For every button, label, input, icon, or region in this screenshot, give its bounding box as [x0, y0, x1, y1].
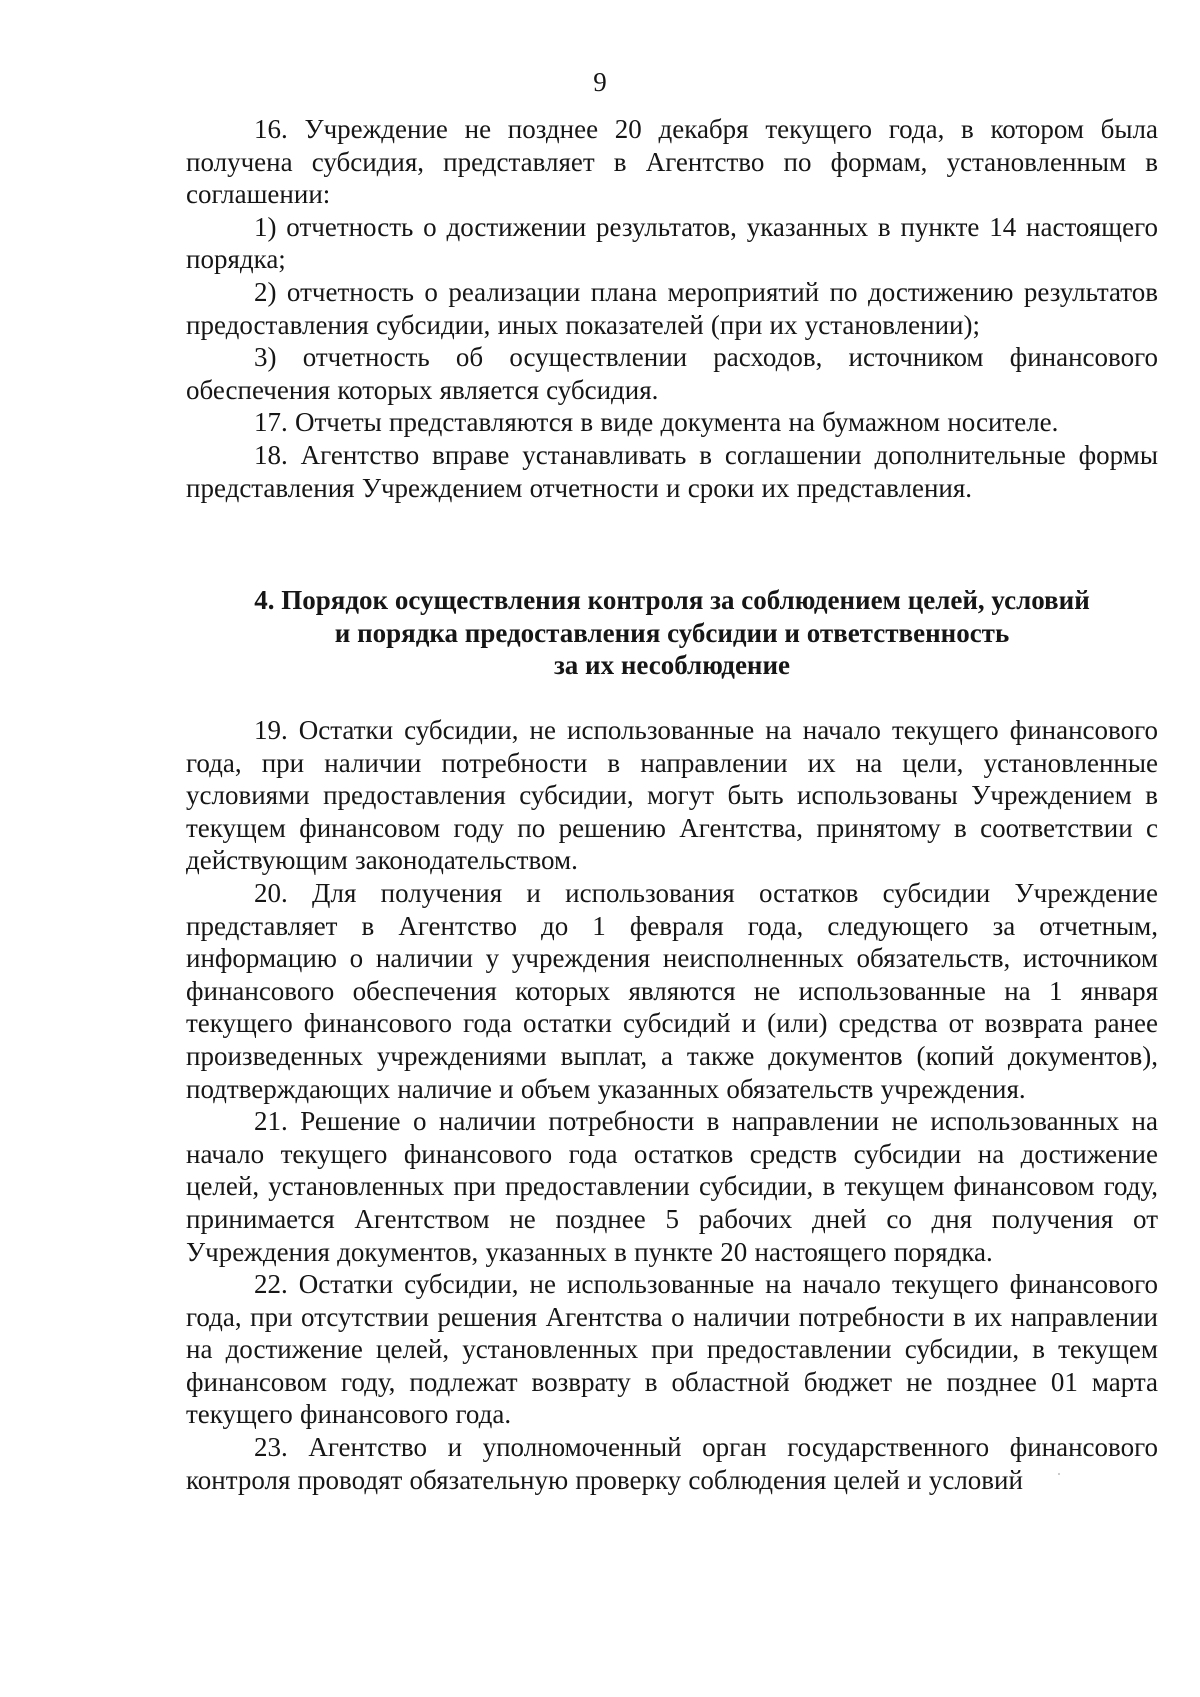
paragraph-16: 16. Учреждение не позднее 20 декабря текущего года, в котором была получена субсидия, представляет в Агентство по формам, установленным в соглашении: [186, 114, 1158, 210]
paragraph-16-item-1: 1) отчетность о достижении результатов, указанных в пункте 14 настоящего порядка; [186, 211, 1158, 275]
section-heading-line-1: 4. Порядок осуществления контроля за соблюдением целей, условий [254, 585, 1090, 615]
paragraph-18: 18. Агентство вправе устанавливать в соглашении дополнительные формы представления Учреждением отчетности и сроки их представления. [186, 439, 1158, 503]
reporting-section-text [186, 113, 1158, 504]
section-heading-line-3: за их несоблюдение [553, 650, 791, 681]
paragraph-17: 17. Отчеты представляются в виде документа на бумажном носителе. [254, 407, 1059, 438]
page-number: 9 [593, 67, 607, 97]
section-heading-line-2: и порядка предоставления субсидии и ответственность [334, 617, 1010, 648]
scan-speck [1058, 1473, 1060, 1475]
control-section-text [186, 714, 1158, 1496]
paragraph-21: 21. Решение о наличии потребности в направлении не использованных на начало текущего финансового года остатков средств субсидии на достижение целей, установленных при предоставлении субсидии, в текущем финансовом году, принимается Агентством не позднее 5 рабочих дней со дня получения от Учреждения документов, указанных в пункте 20 настоящего порядка. [186, 1106, 1158, 1267]
paragraph-23: 23. Агентство и уполномоченный орган государственного финансового контроля проводят обязательную проверку соблюдения целей и условий [186, 1432, 1158, 1495]
paragraph-16-item-2: 2) отчетность о реализации плана мероприятий по достижению результатов предоставления субсидии, иных показателей (при их установлении); [186, 276, 1158, 340]
paragraph-20: 20. Для получения и использования остатков субсидии Учреждение представляет в Агентство до 1 февраля года, следующего за отчетным, информацию о наличии у учреждения неисполненных обязательств, источником финансового обеспечения которых являются не использованные на 1 января текущего финансового года остатки субсидий и (или) средства от возврата ранее произведенных учреждениями выплат, а также документов (копий документов), подтверждающих наличие и объем указанных обязательств учреждения. [186, 877, 1158, 1104]
paragraph-16-item-3: 3) отчетность об осуществлении расходов, источником финансового обеспечения которых является субсидия. [186, 342, 1158, 405]
paragraph-22: 22. Остатки субсидии, не использованные на начало текущего финансового года, при отсутствии решения Агентства о наличии потребности в их направлении на достижение целей, установленных при предоставлении субсидии, в текущем финансовом году, подлежат возврату в областной бюджет не позднее 01 марта текущего финансового года. [186, 1269, 1158, 1430]
section-heading [186, 584, 1158, 682]
paragraph-19: 19. Остатки субсидии, не использованные на начало текущего финансового года, при наличии потребности в направлении их на цели, установленные условиями предоставления субсидии, могут быть использованы Учреждением в текущем финансовом году по решению Агентства, принятому в соответствии с действующим законодательством. [186, 715, 1158, 876]
